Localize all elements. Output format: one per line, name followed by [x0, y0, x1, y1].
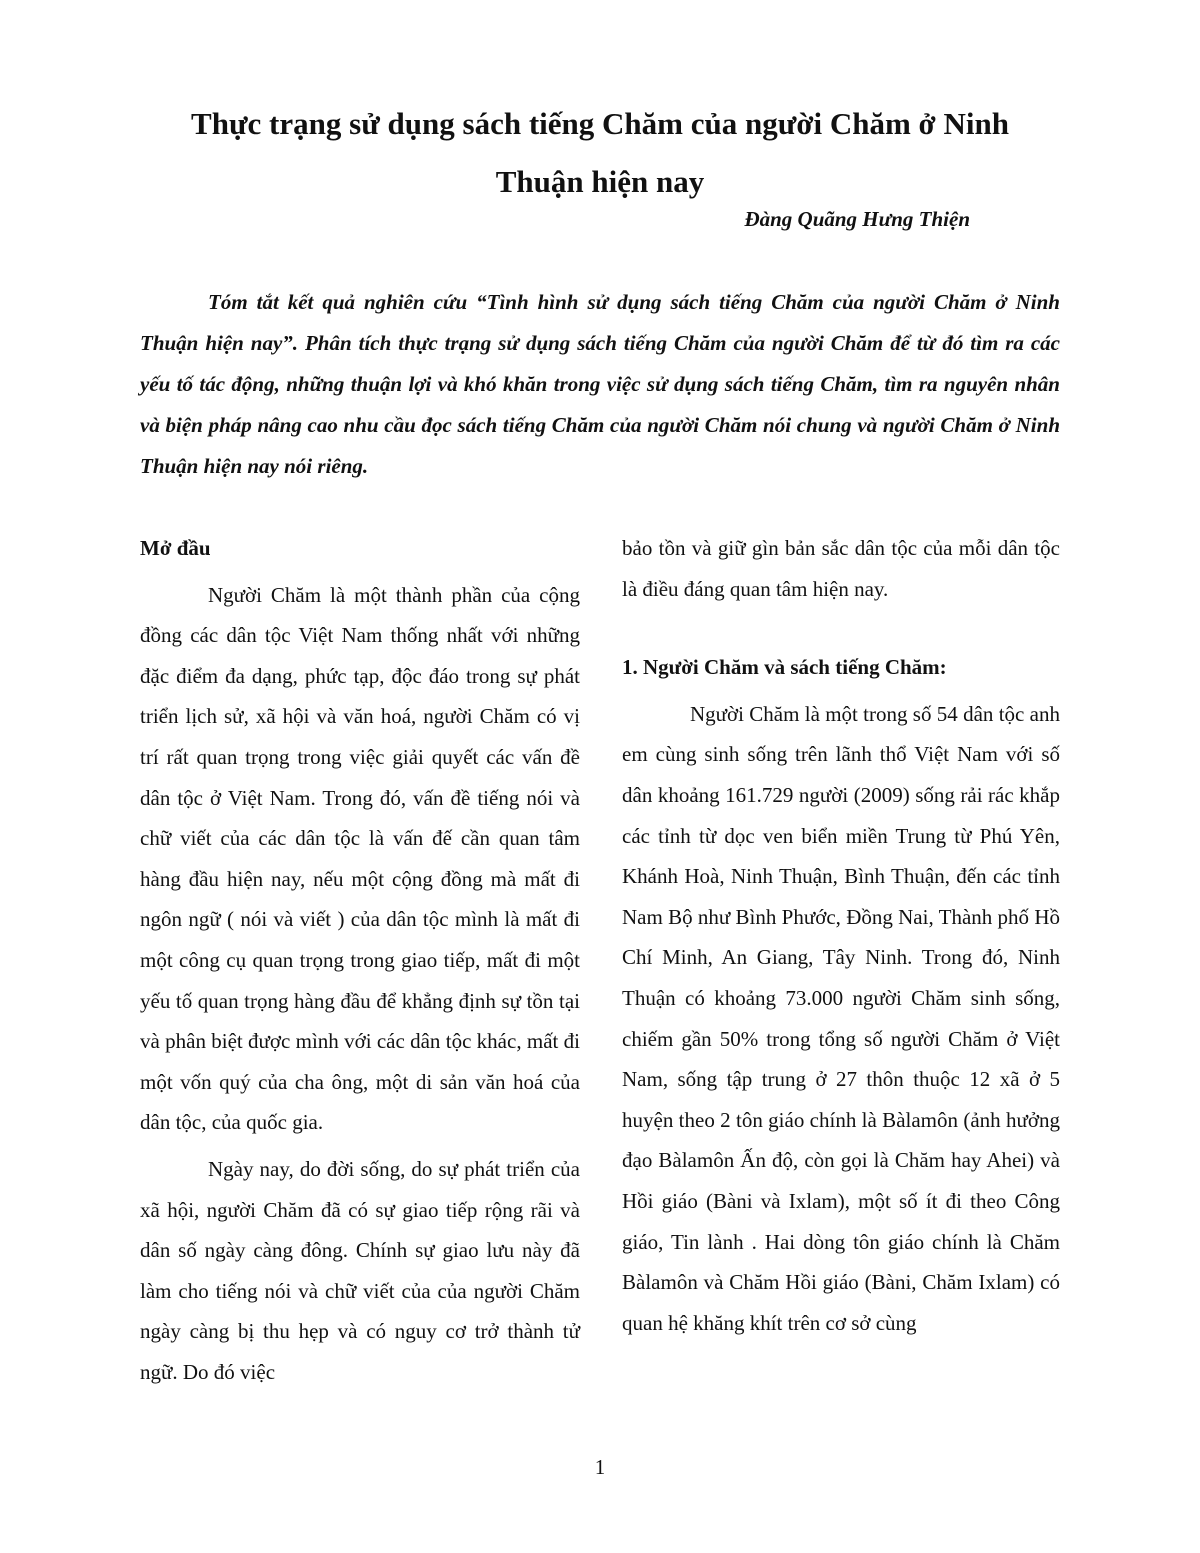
page-number: 1 — [594, 1455, 606, 1479]
intro-heading: Mở đầu — [140, 536, 211, 560]
section-paragraph: Người Chăm là một trong số 54 dân tộc anh em cùng sinh sống trên lãnh thổ Việt Nam với số dân khoảng 161.729 người (2009) sống rải rác khắp các tỉnh từ dọc ven biển miền Trung từ Phú Yên, Khánh Hoà, Ninh Thuận, Bình Thuận, đến các tỉnh Nam Bộ như Bình Phước, Đồng Nai, Thành phố Hồ Chí Minh, An Giang, Tây Ninh. Trong đó, Ninh Thuận có khoảng 73.000 người Chăm sinh sống, chiếm gần 50% trong tổng số người Chăm ở Việt Nam, sống tập trung ở 27 thôn thuộc 12 xã ở 5 huyện theo 2 tôn giáo chính là Bàlamôn (ảnh hưởng đạo Bàlamôn Ấn độ, còn gọi là Chăm hay Ahei) và Hồi giáo (Bàni và Ixlam), một số ít đi theo Công giáo, Tin lành . Hai dòng tôn giáo chính là Chăm Bàlamôn và Chăm Hồi giáo (Bàni, Chăm Ixlam) có quan hệ khăng khít trên cơ sở cùng — [622, 701, 1060, 1335]
intro-paragraph: Ngày nay, do đời sống, do sự phát triển của xã hội, người Chăm đã có sự giao tiếp rộng rãi và dân số ngày càng đông. Chính sự giao lưu này đã làm cho tiếng nói và chữ viết của của người Chăm ngày càng bị thu hẹp và có nguy cơ trở thành tử ngữ. Do đó việc — [140, 1156, 580, 1384]
paper-title: Thực trạng sử dụng sách tiếng Chăm của người Chăm ở Ninh Thuận hiện nay — [191, 106, 1009, 199]
intro-continuation: bảo tồn và giữ gìn bản sắc dân tộc của mỗi dân tộc là điều đáng quan tâm hiện nay. — [622, 536, 1060, 601]
section-heading: 1. Người Chăm và sách tiếng Chăm: — [622, 655, 947, 680]
left-column — [140, 528, 580, 1392]
abstract: Tóm tắt kết quả nghiên cứu “Tình hình sử dụng sách tiếng Chăm của người Chăm ở Ninh Thuận hiện nay”. Phân tích thực trạng sử dụng sách tiếng Chăm của người Chăm để từ đó tìm ra các yếu tố tác động, những thuận lợi và khó khăn trong việc sử dụng sách tiếng Chăm, tìm ra nguyên nhân và biện pháp nâng cao nhu cầu đọc sách tiếng Chăm của người Chăm nói chung và người Chăm ở Ninh Thuận hiện nay nói riêng. — [140, 290, 1060, 478]
author-name: Đàng Quãng Hưng Thiện — [744, 207, 970, 231]
intro-paragraph: Người Chăm là một thành phần của cộng đồng các dân tộc Việt Nam thống nhất với những đặc điểm đa dạng, phức tạp, độc đáo trong sự phát triển lịch sử, xã hội và văn hoá, người Chăm có vị trí rất quan trọng trong việc giải quyết các vấn đề dân tộc ở Việt Nam. Trong đó, vấn đề tiếng nói và chữ viết của các dân tộc là vấn đế cần quan tâm hàng đầu hiện nay, nếu một cộng đồng mà mất đi ngôn ngữ ( nói và viết ) của dân tộc mình là mất đi một công cụ quan trọng trong giao tiếp, mất đi một yếu tố quan trọng hàng đầu để khẳng định sự tồn tại và phân biệt được mình với các dân tộc khác, mất đi một vốn quý của cha ông, một di sản văn hoá của dân tộc, của quốc gia. — [140, 582, 580, 1135]
right-column — [622, 528, 1060, 1343]
